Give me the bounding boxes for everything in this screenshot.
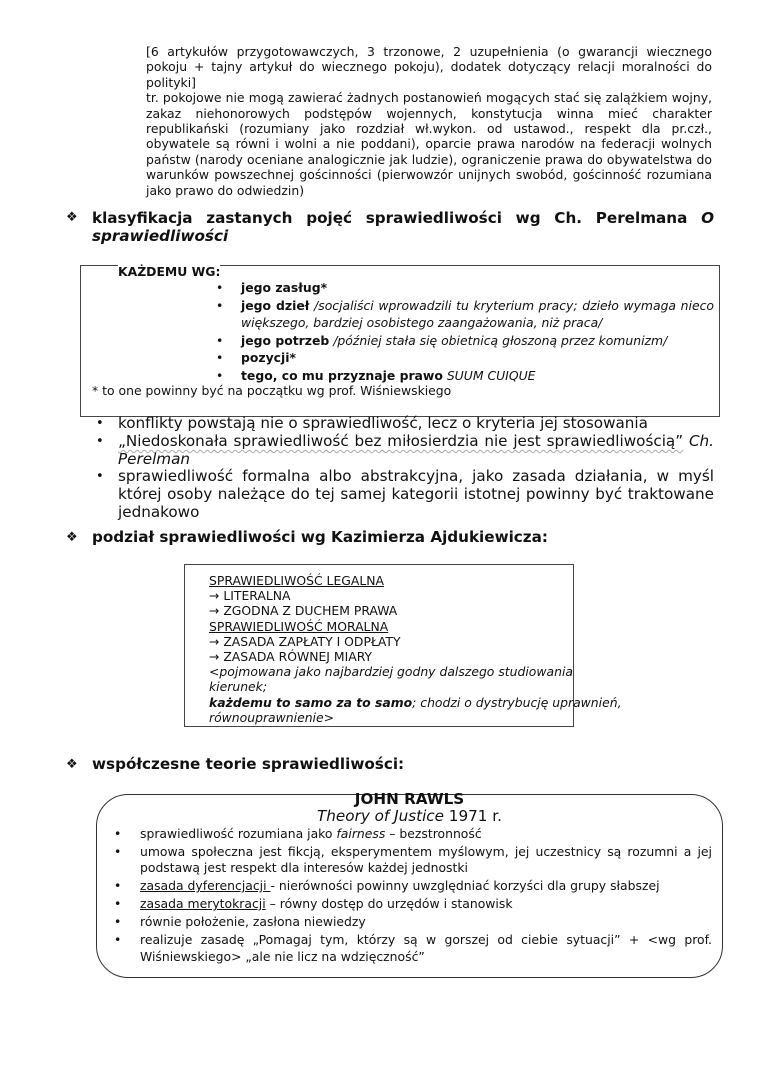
list-item xyxy=(96,415,714,433)
bullet-dot-icon: • xyxy=(96,433,104,449)
perelman-heading-text: klasyfikacja zastanych pojęć sprawiedliwości wg Ch. Perelmana xyxy=(92,209,702,227)
quote-author: Ch. Perelman xyxy=(118,431,715,468)
ajdukiewicz-content xyxy=(209,573,629,725)
list-item xyxy=(114,932,712,965)
list-item xyxy=(96,433,714,469)
intro-block xyxy=(146,44,712,198)
criterion-note: /socjaliści wprowadzili tu kryterium pracy; dzieło wymaga nieco większego, bardziej osobistego zaangażowania, niż praca/ xyxy=(241,297,714,331)
diamond-bullet-icon: ❖ xyxy=(66,210,78,225)
rawls-points-list xyxy=(114,826,712,967)
moral-item: → ZASADA RÓWNEJ MIARY xyxy=(209,649,373,665)
bullet-dot-icon: • xyxy=(216,297,224,313)
point-text: sprawiedliwość formalna albo abstrakcyjna, jako zasada działania, w myśl której osoby należące do tej samej kategorii istotnej powinny być traktowane jednakowo xyxy=(118,467,714,521)
criterion-label: jego zasług* xyxy=(241,280,328,295)
list-item xyxy=(216,367,714,385)
moral-justice-title: SPRAWIEDLIWOŚĆ MORALNA xyxy=(209,618,389,634)
list-item xyxy=(96,468,714,521)
perelman-heading xyxy=(92,209,714,245)
bullet-dot-icon: • xyxy=(114,826,122,841)
bullet-dot-icon: • xyxy=(114,932,122,948)
bullet-dot-icon: • xyxy=(216,332,224,348)
criterion-label: jego dzieł xyxy=(241,297,310,313)
perelman-box-title: KAŻDEMU WG: xyxy=(118,264,221,279)
intro-paragraph-articles: [6 artykułów przygotowawczych, 3 trzonowe, 2 uzupełnienia (o gwarancji wiecznego pokoju + tajny artykuł do wiecznego pokoju), dodatek dotyczący relacji moralności do polityki] xyxy=(146,44,712,90)
list-item xyxy=(216,332,714,350)
principle-bold: każdemu to samo za to samo xyxy=(209,694,413,710)
item-text: – bezstronność xyxy=(385,826,482,841)
criterion-label: tego, co mu przyznaje prawo xyxy=(241,367,443,383)
item-italic: fairness xyxy=(336,826,386,841)
legal-justice-title: SPRAWIEDLIWOŚĆ LEGALNA xyxy=(209,573,384,588)
work-title: Theory of Justice xyxy=(317,807,444,825)
bullet-dot-icon: • xyxy=(114,914,122,930)
item-text: równie położenie, zasłona niewiedzy xyxy=(140,914,366,930)
criterion-label: pozycji* xyxy=(241,350,296,366)
bullet-dot-icon: • xyxy=(216,350,224,366)
bullet-dot-icon: • xyxy=(216,367,224,383)
bullet-dot-icon: • xyxy=(114,896,122,912)
list-item xyxy=(216,297,714,332)
bullet-dot-icon: • xyxy=(216,280,224,295)
bullet-dot-icon: • xyxy=(96,416,104,431)
intro-paragraph-peace-treaty: tr. pokojowe nie mogą zawierać żadnych postanowień mogących stać się zalążkiem wojny, zakaz niehonorowych podstępów wojennych, konstytucja winna mieć charakter republikański (rozumiany jako rozdział wł.wykon. od ustawod., respekt dla pr.czł., obywatele są równi i wolni a nie poddani), oparcie prawa narodów na federacji wolnych państw (narody oceniane analogicznie jak ludzie), ograniczenie prawa do obywatelstwa do warunków powszechnej gościnności (pierwowzór unijnych swobód, gościnność rozumiana jako prawo do odwiedzin) xyxy=(146,90,712,198)
legal-item: → ZGODNA Z DUCHEM PRAWA xyxy=(209,603,398,619)
principle-name: zasada dyferencjacji xyxy=(140,878,271,894)
rawls-work xyxy=(96,807,723,825)
list-item xyxy=(216,279,714,297)
item-text: – równy dostęp do urzędów i stanowisk xyxy=(265,896,513,912)
modern-theories-heading: współczesne teorie sprawiedliwości: xyxy=(92,755,405,773)
item-text: sprawiedliwość rozumiana jako xyxy=(140,826,337,841)
criterion-note: /później stała się obietnicą głoszoną przez komunizm/ xyxy=(329,332,668,348)
principle-rest: ; chodzi o dystrybucję uprawnień, równouprawnienie> xyxy=(209,694,622,725)
ajdukiewicz-heading: podział sprawiedliwości wg Kazimierza Ajdukiewicza: xyxy=(92,528,548,546)
principle-name: zasada merytokracji xyxy=(140,896,266,912)
perelman-book-title: O sprawiedliwości xyxy=(92,209,714,245)
list-item xyxy=(114,826,712,842)
bullet-dot-icon: • xyxy=(96,469,104,485)
criterion-note: SUUM CUIQUE xyxy=(442,367,536,383)
diamond-bullet-icon: ❖ xyxy=(66,757,78,772)
note-italic: <pojmowana jako najbardziej godny dalszego studiowania kierunek; xyxy=(209,664,573,695)
list-item xyxy=(114,878,712,894)
perelman-footnote: * to one powinny być na początku wg prof. Wiśniewskiego xyxy=(92,383,452,398)
item-text: - nierówności powinny uwzględniać korzyści dla grupy słabszej xyxy=(270,878,660,894)
item-text: umowa społeczna jest fikcją, eksperymentem myślowym, jej uczestnicy są rozumni a jej podstawą jest respekt dla interesów każdej jednostki xyxy=(140,844,712,876)
rawls-author: JOHN RAWLS xyxy=(354,790,465,808)
perelman-quote: „Niedoskonała sprawiedliwość bez miłosierdzia nie jest sprawiedliwością” xyxy=(118,431,684,450)
item-text: realizuje zasadę „Pomagaj tym, którzy są w gorszej od ciebie sytuacji” + <wg prof. Wiśniewskiego> „ale nie licz na wdzięczność” xyxy=(140,932,712,964)
point-text: konflikty powstają nie o sprawiedliwość, lecz o kryteria jej stosowania xyxy=(118,414,648,432)
criterion-label: jego potrzeb xyxy=(241,332,330,348)
perelman-criteria-list xyxy=(216,279,714,385)
perelman-points-list xyxy=(96,415,714,522)
ajdukiewicz-principle xyxy=(209,695,649,725)
moral-item: → ZASADA ZAPŁATY I ODPŁATY xyxy=(209,633,401,649)
list-item xyxy=(114,844,712,877)
bullet-dot-icon: • xyxy=(114,844,122,859)
work-year: 1971 r. xyxy=(443,807,502,825)
list-item xyxy=(216,349,714,367)
list-item xyxy=(114,914,712,930)
list-item xyxy=(114,896,712,912)
ajdukiewicz-note xyxy=(209,664,609,694)
bullet-dot-icon: • xyxy=(114,878,122,894)
diamond-bullet-icon: ❖ xyxy=(66,530,78,545)
legal-item: → LITERALNA xyxy=(209,588,291,604)
